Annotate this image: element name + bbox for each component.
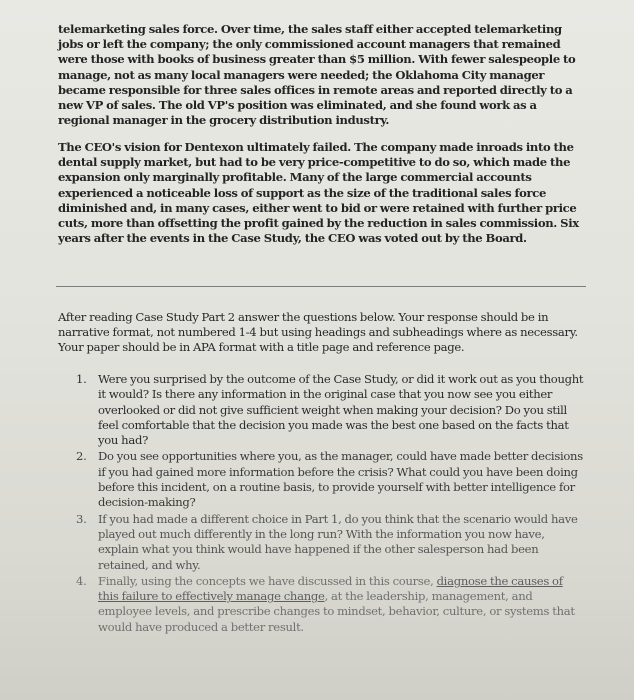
ceo-vision-paragraph: The CEO's vision for Dentexon ultimately failed. The company made inroads into the dental supply market, but had to be very price-competitive to do so, which made the expansion only marginally profitable. Many of the large commercial accounts experienced a noticeable loss of support as the size of the traditional sales force diminished and, in many cases, either went to bid or were retained with further price cuts, more than offsetting the profit gained by the reduction in sales commission. Six years after the events in the Case Study, the CEO was voted out by the Board.	[58, 140, 579, 246]
question-number: 2.	[76, 449, 87, 464]
question-text-start: Finally, using the concepts we have discussed in this course,	[98, 573, 437, 588]
diagnose-failure-link[interactable]: diagnose the causes of this failure to effectively manage change	[98, 573, 563, 604]
question-text: If you had made a different choice in Part 1, do you think that the scenario would have played out much differently in the long run? With the information you now have, explain what you think would have happened if the other salesperson had been retained, and why.	[98, 511, 578, 572]
case-outcome-paragraph: telemarketing sales force. Over time, the sales staff either accepted telemarketing jobs or left the company; the only commissioned account managers that remained were those with books of business greater than $5 million. With fewer salespeople to manage, not as many local managers were needed; the Oklahoma City manager became responsible for three sales offices in remote areas and reported directly to a new VP of sales. The old VP's position was eliminated, and she found work as a regional manager in the grocery distribution industry.	[58, 22, 576, 128]
question-item	[76, 449, 586, 510]
question-text: Were you surprised by the outcome of the Case Study, or did it work out as you thought it would? Is there any information in the original case that you now see you either overlooked or did not give sufficient weight when making your decision? Do you still feel comfortable that the decision you made was the best one based on the facts that you had?	[98, 372, 584, 448]
question-list	[76, 372, 586, 636]
question-number: 3.	[76, 511, 87, 526]
assignment-instructions: After reading Case Study Part 2 answer the questions below. Your response should be in narrative format, not numbered 1-4 but using headings and subheadings where as necessary. Your paper should be in APA format with a title page and reference page.	[58, 310, 578, 355]
question-number: 4.	[76, 573, 87, 588]
question-text: Do you see opportunities where you, as the manager, could have made better decisions if you had gained more information before the crisis? What could you have been doing before this incident, on a routine basis, to provide yourself with better intelligence for decision-making?	[98, 449, 583, 510]
question-item	[76, 372, 586, 448]
question-text-end: , at the leadership, management, and employee levels, and prescribe changes to mindset, behavior, culture, or systems that would have produced a better result.	[98, 589, 575, 634]
question-item	[76, 574, 586, 635]
question-number: 1.	[76, 372, 87, 386]
question-item	[76, 512, 586, 573]
section-divider	[56, 286, 586, 287]
